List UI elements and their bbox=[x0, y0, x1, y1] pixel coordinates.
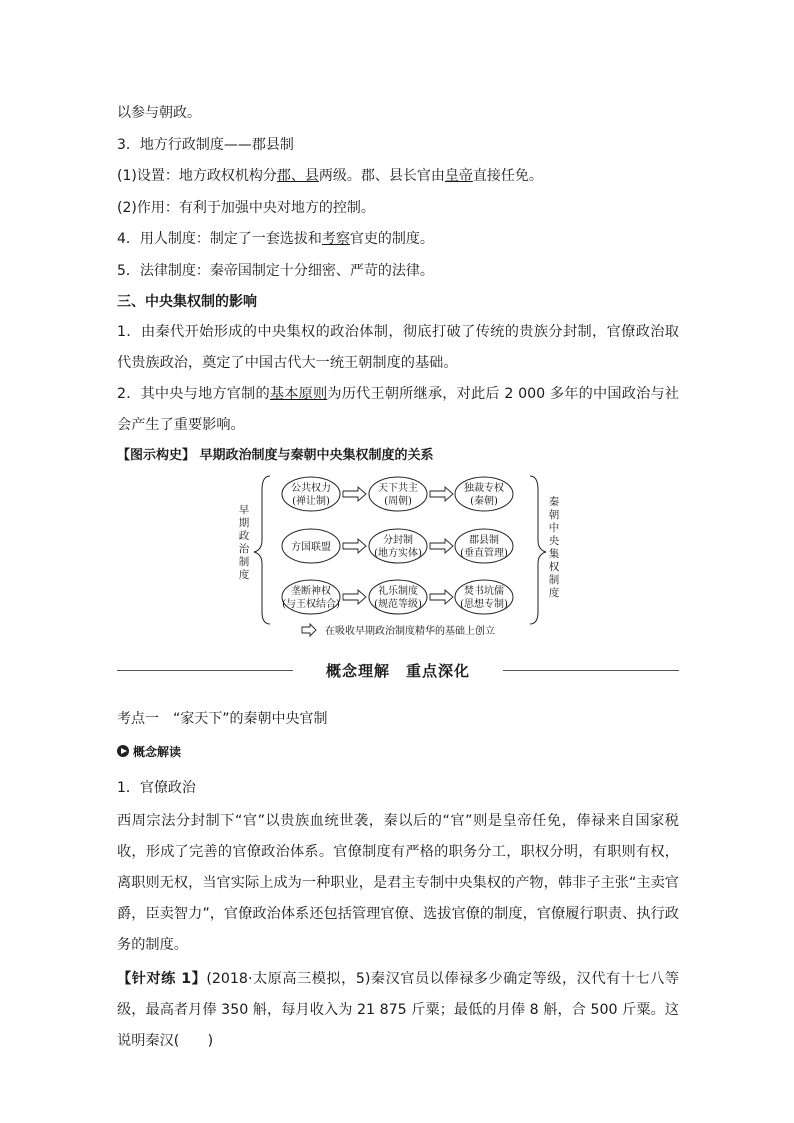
underlined-term: 皇帝 bbox=[444, 168, 473, 184]
concept-label bbox=[117, 742, 181, 762]
oval-text: 焚书坑儒 bbox=[464, 586, 504, 597]
sub-heading bbox=[117, 778, 196, 798]
text-span: 三、中央集权制的影响 bbox=[117, 294, 257, 310]
arrow-icon bbox=[343, 590, 366, 604]
arrow-icon bbox=[430, 590, 453, 604]
text-span: 考点一 “家天下”的秦朝中央官制 bbox=[117, 711, 328, 727]
oval-text: 分封制 bbox=[383, 535, 413, 546]
right-vertical-label: 秦朝中央集权制度 bbox=[548, 496, 560, 599]
text-line bbox=[117, 166, 543, 186]
oval-text: 公共权力 bbox=[291, 483, 331, 494]
text-span: 3．地方行政制度——郡县制 bbox=[117, 137, 294, 153]
paragraph bbox=[117, 379, 679, 441]
oval-text: (思想专制) bbox=[460, 599, 508, 610]
text-span: 以参与朝政。 bbox=[117, 105, 201, 121]
paragraph bbox=[117, 806, 679, 961]
text-span: (2018·太原高三模拟，5)秦汉官员以俸禄多少确定等级，汉代有十七八等级，最高者月俸 350 斛，每月收入为 21 875 斤粟；最低的月俸 8 斛，合 500 斤粟。这说明秦汉( ) bbox=[117, 971, 680, 1049]
oval-text: 礼乐制度 bbox=[378, 586, 418, 597]
oval-text: 独裁专权 bbox=[464, 483, 504, 494]
text-span: 2．其中央与地方官制的 bbox=[117, 386, 270, 402]
underlined-term: 郡、县 bbox=[276, 168, 319, 184]
oval-text: (地方实体) bbox=[374, 548, 422, 559]
play-circle-icon bbox=[117, 745, 129, 757]
arrow-icon bbox=[343, 487, 366, 501]
text-span: 直接任免。 bbox=[472, 168, 543, 184]
text-line bbox=[117, 261, 434, 281]
kaodian-title bbox=[117, 709, 328, 729]
arrow-icon bbox=[430, 539, 453, 553]
oval-text: (禅让制) bbox=[292, 496, 330, 507]
text-span: 1．由秦代开始形成的中央集权的政治体制，彻底打破了传统的贵族分封制，官僚政治取代贵族政治，奠定了中国古代大一统王朝制度的基础。 bbox=[117, 324, 679, 371]
arrow-icon bbox=[343, 539, 366, 553]
footnote-arrow-icon bbox=[302, 624, 316, 636]
right-brace bbox=[530, 476, 546, 624]
oval-text: 垄断神权 bbox=[291, 586, 331, 597]
exercise-label: 【针对练 1】 bbox=[117, 971, 207, 987]
text-line bbox=[117, 198, 375, 218]
section-title: 概念理解 重点深化 bbox=[325, 662, 470, 680]
arrow-icon bbox=[430, 487, 453, 501]
text-span: (2)作用：有利于加强中央对地方的控制。 bbox=[117, 200, 375, 216]
paragraph bbox=[117, 317, 679, 379]
oval-text: (周朝) bbox=[384, 496, 412, 507]
oval-text: (与王权结合) bbox=[282, 599, 340, 610]
text-line bbox=[117, 103, 201, 123]
underlined-term: 考察 bbox=[321, 231, 350, 247]
oval-text: (垂直管理) bbox=[460, 548, 508, 559]
text-span: 西周宗法分封制下“官”以贵族血统世袭，秦以后的“官”则是皇帝任免，俸禄来自国家税收，形成了完善的官僚政治体系。官僚制度有严格的职务分工，职权分明，有职则有权，离职则无权，当官实际上成为一种职业，是君主专制中央集权的产物，韩非子主张“主卖官爵，臣卖智力”，官僚政治体系还包括管理官僚、选拔官僚的制度，官僚履行职责、执行政务的制度。 bbox=[117, 813, 679, 953]
text-span: (1)设置：地方政权机构分 bbox=[117, 168, 277, 184]
left-brace bbox=[254, 476, 270, 624]
oval-text: 方国联盟 bbox=[291, 542, 331, 553]
section-heading bbox=[117, 292, 257, 312]
diagram-footnote: 在吸收早期政治制度精华的基础上创立 bbox=[325, 626, 495, 637]
section-divider bbox=[117, 659, 679, 683]
text-span: 1．官僚政治 bbox=[117, 780, 196, 796]
text-span: 官吏的制度。 bbox=[349, 231, 434, 247]
oval-text: 天下共主 bbox=[378, 483, 418, 494]
text-span: 概念解读 bbox=[133, 745, 182, 759]
text-span: 5．法律制度：秦帝国制定十分细密、严苛的法律。 bbox=[117, 263, 434, 279]
oval-text: 郡县制 bbox=[469, 535, 499, 546]
text-span: 两级。郡、县长官由 bbox=[318, 168, 445, 184]
text-span: 4．用人制度：制定了一套选拔和 bbox=[117, 231, 322, 247]
underlined-term: 基本原则 bbox=[269, 386, 328, 402]
relationship-diagram bbox=[240, 470, 560, 642]
text-span: 为历代王朝所继承，对此后 2 000 多年的中国政治与社会产生了重要影响。 bbox=[117, 386, 679, 433]
heading-local-admin bbox=[117, 135, 294, 155]
oval-text: (秦朝) bbox=[470, 496, 498, 507]
exercise-paragraph bbox=[117, 964, 679, 1057]
oval-text: (规范等级) bbox=[374, 599, 422, 610]
text-line bbox=[117, 229, 434, 249]
left-vertical-label: 早期政治制度 bbox=[238, 504, 250, 581]
text-span: 【图示构史】 早期政治制度与秦朝中央集权制度的关系 bbox=[117, 448, 434, 463]
diagram-heading bbox=[117, 446, 434, 466]
